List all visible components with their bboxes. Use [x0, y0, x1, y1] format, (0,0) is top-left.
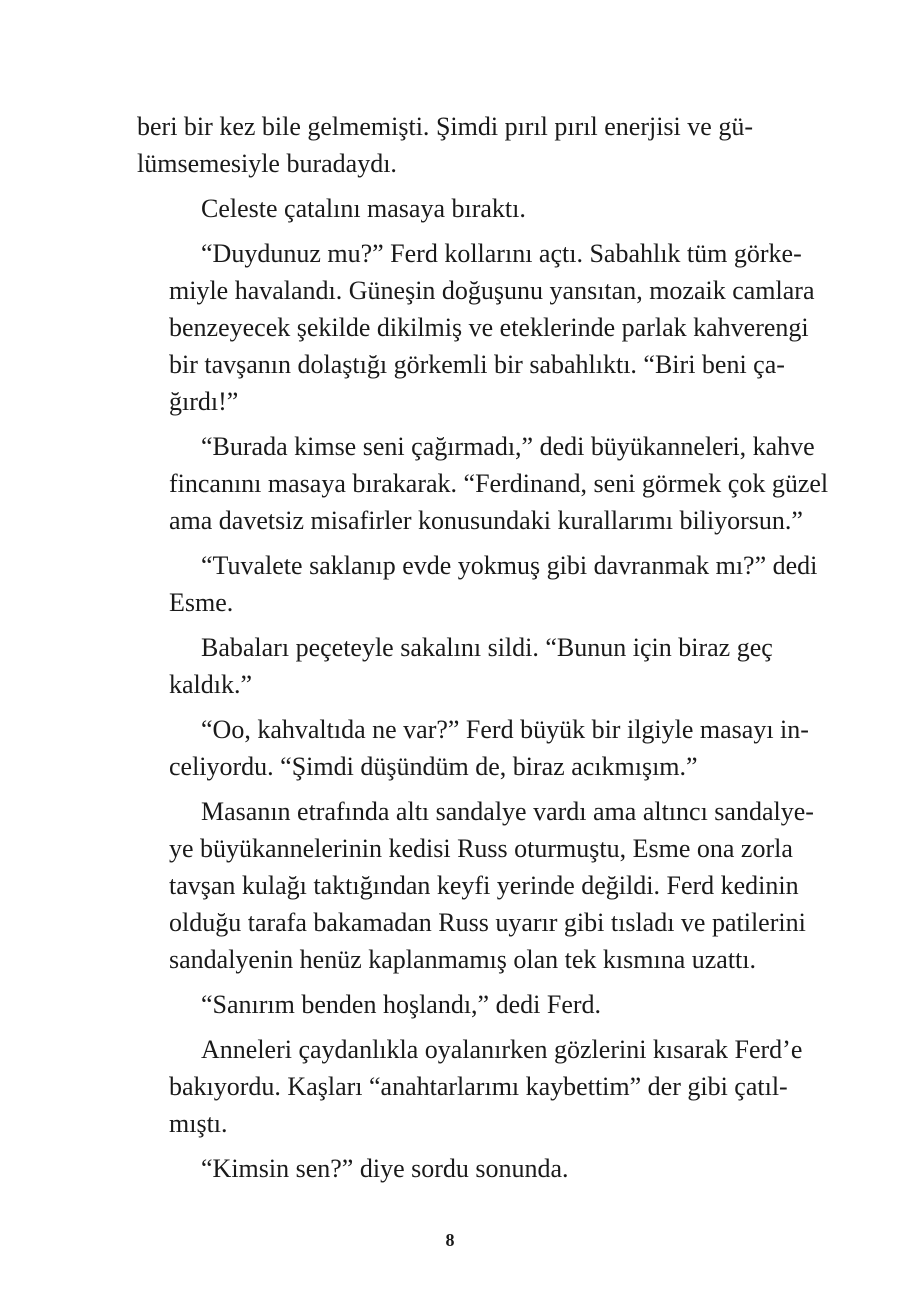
paragraph	[137, 986, 753, 1023]
text-line: Esme.	[169, 588, 234, 617]
text-line: “Kimsin sen?” diye sordu sonunda.	[201, 1154, 569, 1183]
paragraph	[137, 108, 753, 182]
text-line: olduğu tarafa bakamadan Russ uyarır gibi tısladı ve patilerini	[169, 908, 806, 937]
text-line: celiyordu. “Şimdi düşündüm de, biraz acıkmışım.”	[169, 752, 698, 781]
text-line: bir tavşanın dolaştığı görkemli bir sabahlıktı. “Biri beni ça-	[169, 350, 785, 379]
paragraph	[137, 711, 809, 785]
text-line: fincanını masaya bırakarak. “Ferdinand, seni görmek çok güzel	[169, 469, 829, 498]
paragraph	[137, 793, 814, 978]
text-line: Masanın etrafında altı sandalye vardı ama altıncı sandalye-	[201, 797, 814, 826]
text-line: Babaları peçeteyle sakalını sildi. “Bunun için biraz geç	[201, 633, 773, 662]
text-line: miyle havalandı. Güneşin doğuşunu yansıtan, mozaik camlara	[169, 276, 815, 305]
text-line: bakıyordu. Kaşları “anahtarlarımı kaybettim” der gibi çatıl-	[169, 1072, 788, 1101]
text-line: benzeyecek şekilde dikilmiş ve eteklerinde parlak kahverengi	[169, 313, 809, 342]
text-line: “Burada kimse seni çağırmadı,” dedi büyükanneleri, kahve	[201, 432, 815, 461]
paragraph	[137, 547, 818, 621]
page-number: 8	[445, 1230, 455, 1250]
text-line: “Tuvalete saklanıp evde yokmuş gibi davranmak mı?” dedi	[201, 551, 818, 580]
text-line: “Oo, kahvaltıda ne var?” Ferd büyük bir ilgiyle masayı in-	[201, 715, 809, 744]
text-line: tavşan kulağı taktığından keyfi yerinde değildi. Ferd kedinin	[169, 871, 799, 900]
text-line: kaldık.”	[169, 670, 253, 699]
text-line: ye büyükannelerinin kedisi Russ oturmuştu, Esme ona zorla	[169, 834, 793, 863]
text-line: beri bir kez bile gelmemişti. Şimdi pırıl pırıl enerjisi ve gü-	[137, 112, 753, 141]
text-line: mıştı.	[169, 1109, 228, 1138]
text-line: sandalyenin henüz kaplanmamış olan tek kısmına uzattı.	[169, 945, 757, 974]
paragraph	[137, 235, 815, 420]
paragraph	[137, 190, 753, 227]
body-text	[137, 108, 829, 1195]
text-line: “Sanırım benden hoşlandı,” dedi Ferd.	[201, 990, 602, 1019]
text-line: ama davetsiz misafirler konusundaki kurallarımı biliyorsun.”	[169, 506, 803, 535]
paragraph	[137, 428, 829, 539]
text-line: “Duydunuz mu?” Ferd kollarını açtı. Sabahlık tüm görke-	[201, 239, 802, 268]
paragraph	[137, 629, 773, 703]
text-line: ğırdı!”	[169, 387, 239, 416]
paragraph	[137, 1031, 803, 1142]
paragraph	[137, 1150, 753, 1187]
text-line: Anneleri çaydanlıkla oyalanırken gözlerini kısarak Ferd’e	[201, 1035, 803, 1064]
text-line: lümsemesiyle buradaydı.	[137, 149, 397, 178]
text-line: Celeste çatalını masaya bıraktı.	[201, 194, 526, 223]
